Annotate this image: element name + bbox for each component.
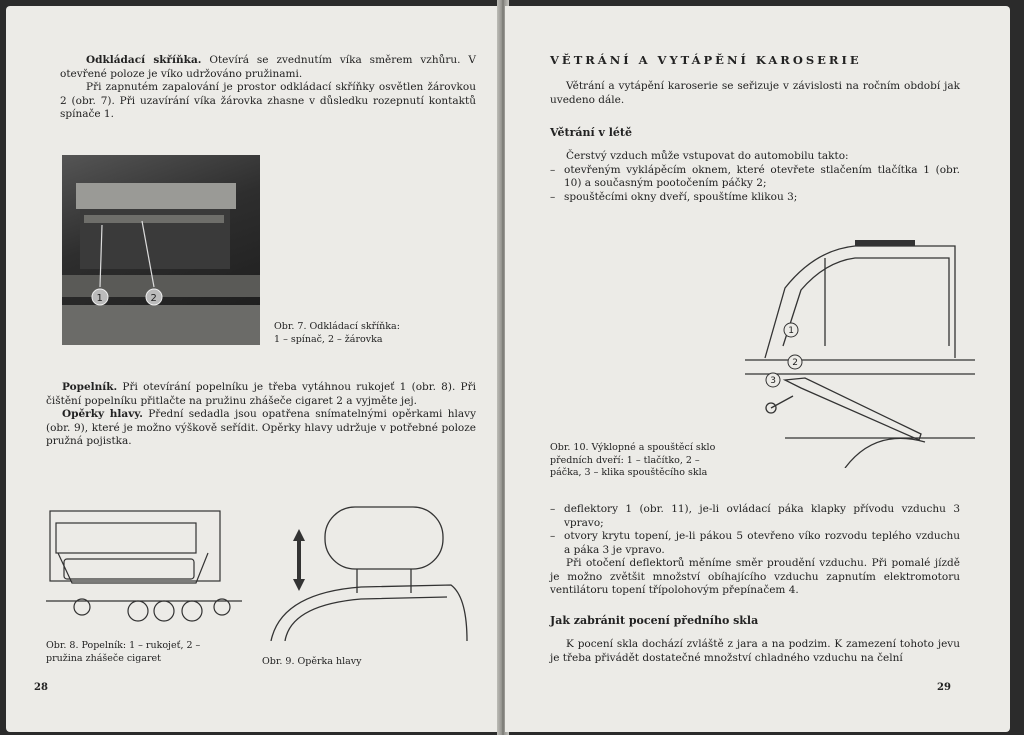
- glovebox-text-a: Otevírá se zvednutím víka směrem vzhůru. V otevřené poloze je víko udržováno pružinami.: [60, 54, 476, 80]
- intro-paragraph: Větrání a vytápění karoserie se seřizuje v závislosti na ročním období jak uvedeno dále.: [550, 80, 960, 106]
- door-marker-2: 2: [792, 358, 798, 368]
- summer-block: [550, 150, 960, 204]
- page-number-right: 29: [937, 682, 951, 693]
- fig10-caption: [550, 442, 715, 480]
- car-door-illustration: [745, 228, 975, 468]
- fig7-caption-line1: Obr. 7. Odkládací skříňka:: [274, 321, 400, 332]
- fig8-caption-line1: Obr. 8. Popelník: 1 – rukojeť, 2 –: [46, 640, 201, 651]
- fig10-caption-line3: páčka, 3 – klika spouštěcího skla: [550, 467, 708, 478]
- left-page: [6, 6, 499, 732]
- headrest-text: Přední sedadla jsou opatřena snímatelnými opěrkami hlavy (obr. 9), které je možno výškově seřídit. Opěrky hlavy udržuje v potřebné poloze pružná pojistka.: [46, 408, 477, 447]
- fig10-caption-line2: předních dveří: 1 – tlačítko, 2 –: [550, 454, 700, 466]
- door-marker-1: 1: [788, 326, 794, 336]
- fig8-caption: [46, 640, 200, 665]
- door-marker-3: 3: [770, 376, 776, 386]
- fig7-caption: [274, 321, 400, 346]
- glovebox-text-b: Při zapnutém zapalování je prostor odkládací skříňky osvětlen žárovkou 2 (obr. 7). Při uzavírání víka žárovka zhasne v důsledku rozepnutí kontaktů spínače 1.: [60, 81, 476, 120]
- fig8-caption-line2: pružina zhášeče cigaret: [46, 652, 161, 664]
- headrest-illustration: [261, 501, 471, 641]
- deflector-paragraph: Při otočení deflektorů měníme směr proudění vzduchu. Při pomalé jízdě je možno zvětšit množství obíhajícího vzduchu zapnutím elektromotoru ventilátoru topení třípolohovým přepínačem 4.: [550, 557, 960, 596]
- glovebox-photo: [62, 155, 260, 345]
- glovebox-title: Odkládací skříňka.: [86, 54, 202, 66]
- winter-block: [550, 503, 960, 598]
- fig9-caption: Obr. 9. Opěrka hlavy: [262, 656, 362, 667]
- ashtray-paragraph: [46, 381, 476, 449]
- list-item: – spouštěcími okny dveří, spouštíme klikou 3;: [550, 191, 960, 205]
- ashtray-illustration: [46, 501, 246, 631]
- glovebox-photo-drawing: [62, 155, 260, 345]
- right-page: [505, 6, 1010, 732]
- glovebox-paragraph: [60, 54, 476, 122]
- list-item: – otevřeným vyklápěcím oknem, které otevřete stlačením tlačítka 1 (obr. 10) a současným pootočením páčky 2;: [550, 164, 960, 191]
- photo-marker-2: 2: [150, 293, 157, 304]
- fig10-caption-line1: Obr. 10. Výklopné a spouštěcí sklo: [550, 442, 716, 453]
- list-item: – deflektory 1 (obr. 11), je-li ovládací páka klapky přívodu vzduchu 3 vpravo;: [550, 503, 960, 530]
- page-number-left: 28: [34, 682, 48, 693]
- fogging-paragraph: K pocení skla dochází zvláště z jara a na podzim. K zamezení tohoto jevu je třeba přivádět dostatečné množství chladného vzduchu na čelní: [550, 638, 960, 664]
- ashtray-text: Při otevírání popelníku je třeba vytáhnou rukojeť 1 (obr. 8). Při čištění popelníku přitlačte na pružinu zhášeče cigaret 2 a vyjměte jej.: [46, 381, 476, 407]
- summer-intro: Čerstvý vzduch může vstupovat do automobilu takto:: [566, 150, 849, 162]
- photo-marker-1: 1: [96, 293, 103, 304]
- deflector-list: [550, 503, 960, 557]
- subheading-fogging: Jak zabránit pocení předního skla: [550, 614, 759, 627]
- headrest-title: Opěrky hlavy.: [62, 408, 143, 420]
- section-heading: VĚTRÁNÍ A VYTÁPĚNÍ KAROSERIE: [550, 53, 862, 67]
- fig7-caption-line2: 1 – spínač, 2 – žárovka: [274, 333, 383, 345]
- summer-list: [550, 164, 960, 205]
- ashtray-title: Popelník.: [62, 381, 118, 393]
- list-item: – otvory krytu topení, je-li pákou 5 otevřeno víko rozvodu teplého vzduchu a páka 3 je vpravo.: [550, 530, 960, 557]
- subheading-summer: Větrání v létě: [550, 126, 633, 139]
